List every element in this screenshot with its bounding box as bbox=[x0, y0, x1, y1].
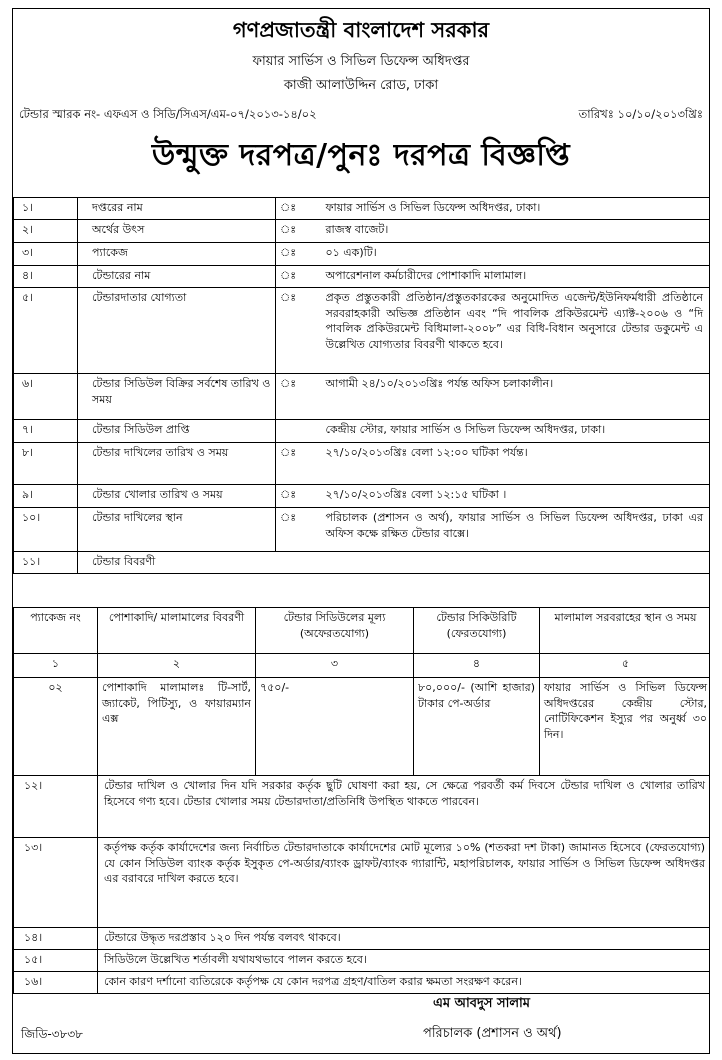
notice-title: উন্মুক্ত দরপত্র/পুনঃ দরপত্র বিজ্ঞপ্তি bbox=[151, 138, 571, 173]
index-cell: ৩ bbox=[256, 654, 414, 678]
conditions-table bbox=[13, 775, 710, 994]
schedule-price: ৭৫০/- bbox=[256, 678, 414, 776]
table-row bbox=[14, 678, 711, 776]
row-number: ৮। bbox=[14, 443, 78, 485]
condition-text: সিডিউলে উল্লেখিত শর্তাবলী যথাযথভাবে পালন করতে হবে। bbox=[98, 950, 711, 972]
index-cell: ১ bbox=[14, 654, 98, 678]
table-row bbox=[14, 950, 711, 972]
row-label: টেন্ডার সিডিউল প্রাপ্তি bbox=[78, 420, 276, 443]
gd-number: জিডি-৩৮৩৮ bbox=[21, 1027, 83, 1041]
package-number: ০২ bbox=[14, 678, 98, 776]
condition-text: কোন কারণ দর্শানো ব্যতিরেকে কর্তৃপক্ষ যে কোন দরপত্র গ্রহণ/বাতিল করার ক্ষমতা সংরক্ষণ করেন। bbox=[98, 972, 711, 994]
row-label: টেন্ডার খোলার তারিখ ও সময় bbox=[78, 485, 276, 508]
condition-text: টেন্ডার দাখিল ও খোলার দিন যদি সরকার কর্তৃক ছুটি ঘোষণা করা হয়, সে ক্ষেত্রে পরবর্তী কর্ম দিবসে টেন্ডার দাখিল ও খোলার তারিখ হিসেবে গণ্য হবে। টেন্ডার খোলার সময় টেন্ডারদাতা/প্রতিনিধি উপস্থিত থাকতে পারবেন। bbox=[98, 776, 711, 838]
signatory-designation: পরিচালক (প্রশাসন ও অর্থ) bbox=[423, 1026, 562, 1041]
department-address: কাজী আলাউদ্দিন রোড, ঢাকা bbox=[283, 78, 439, 93]
row-value: প্রকৃত প্রস্তুতকারী প্রতিষ্ঠান/প্রস্তুতকারকের অনুমোদিত এজেন্ট/ইউনিফর্মধারী প্রতিষ্ঠানে সরবরাহকারী অভিজ্ঞ প্রতিষ্ঠান এবং “দি পাবলিক প্রকিউরমেন্ট এ্যাক্ট-২০০৬ ও “দি পাবলিক প্রকিউরমেন্ট বিধিমালা-২০০৮” এর বিধি-বিধান অনুসারে টেন্ডার ডকুমেন্ট এ উল্লেখিত যোগ্যতার বিবরণী থাকতে হবে। bbox=[298, 288, 711, 374]
table-row bbox=[14, 485, 711, 508]
row-number: ৯। bbox=[14, 485, 78, 508]
header-schedule-price: টেন্ডার সিডিউলের মূল্য (অফেরতযোগ্য) bbox=[256, 608, 414, 654]
row-label: টেন্ডার বিবরণী bbox=[78, 552, 711, 574]
table-row bbox=[14, 508, 711, 552]
row-colon: ঃ bbox=[276, 288, 298, 374]
condition-number: ১৫। bbox=[14, 950, 98, 972]
header-delivery: মালামাল সরবরাহের স্থান ও সময় bbox=[540, 608, 711, 654]
condition-number: ১৩। bbox=[14, 838, 98, 928]
table-row bbox=[14, 776, 711, 838]
row-value: ২৭/১০/২০১৩খ্রিঃ বেলা ১২:০০ ঘটিকা পর্যন্ত। bbox=[298, 443, 711, 485]
condition-number: ১৬। bbox=[14, 972, 98, 994]
condition-text: টেন্ডারে উদ্ধৃত দরপ্রস্তাব ১২০ দিন পর্যন্ত বলবৎ থাকবে। bbox=[98, 928, 711, 950]
table-row bbox=[14, 972, 711, 994]
row-value: পরিচালক (প্রশাসন ও অর্থ), ফায়ার সার্ভিস ও সিভিল ডিফেন্স অধিদপ্তর, ঢাকা এর অফিস কক্ষে রক্ষিত টেন্ডার বাক্সে। bbox=[298, 508, 711, 552]
table-header-row bbox=[14, 608, 711, 654]
table-row bbox=[14, 443, 711, 485]
row-colon: ঃ bbox=[276, 266, 298, 288]
condition-number: ১২। bbox=[14, 776, 98, 838]
table-row bbox=[14, 552, 711, 574]
row-number: ২। bbox=[14, 220, 78, 243]
table-row bbox=[14, 928, 711, 950]
index-cell: ৪ bbox=[414, 654, 540, 678]
condition-number: ১৪। bbox=[14, 928, 98, 950]
row-number: ৪। bbox=[14, 266, 78, 288]
row-number: ৩। bbox=[14, 243, 78, 266]
package-description: পোশাকাদি মালামালঃ টি-সার্ট, জ্যাকেট, পিটিস্যু, ও ফায়ারম্যান এক্স bbox=[98, 678, 256, 776]
package-table bbox=[13, 607, 710, 776]
row-label: টেন্ডার সিডিউল বিক্রির সর্বশেষ তারিখ ও সময় bbox=[78, 374, 276, 420]
row-colon: ঃ bbox=[276, 374, 298, 420]
row-colon bbox=[276, 420, 298, 443]
row-label: টেন্ডারদাতার যোগ্যতা bbox=[78, 288, 276, 374]
table-row bbox=[14, 198, 711, 220]
row-colon: ঃ bbox=[276, 243, 298, 266]
row-label: দপ্তরের নাম bbox=[78, 198, 276, 220]
row-number: ১০। bbox=[14, 508, 78, 552]
tender-security: ৮০,০০০/- (আশি হাজার) টাকার পে-অর্ডার bbox=[414, 678, 540, 776]
memo-number: টেন্ডার স্মারক নং- এফএস ও সিডি/সিএস/এম-০৭/২০১৩-১৪/০২ bbox=[19, 107, 317, 121]
table-row bbox=[14, 243, 711, 266]
government-heading: গণপ্রজাতন্ত্রী বাংলাদেশ সরকার bbox=[232, 18, 490, 42]
row-label: টেন্ডার দাখিলের তারিখ ও সময় bbox=[78, 443, 276, 485]
table-row bbox=[14, 220, 711, 243]
table-row bbox=[14, 266, 711, 288]
row-label: অর্থের উৎস bbox=[78, 220, 276, 243]
row-value: ০১ এক)টি। bbox=[298, 243, 711, 266]
row-number: ৬। bbox=[14, 374, 78, 420]
table-row bbox=[14, 288, 711, 374]
row-label: টেন্ডার দাখিলের স্থান bbox=[78, 508, 276, 552]
tender-info-table bbox=[13, 197, 710, 574]
table-row bbox=[14, 374, 711, 420]
row-number: ১১। bbox=[14, 552, 78, 574]
row-value: রাজস্ব বাজেট। bbox=[298, 220, 711, 243]
index-cell: ৫ bbox=[540, 654, 711, 678]
row-colon: ঃ bbox=[276, 508, 298, 552]
header-security: টেন্ডার সিকিউরিটি (ফেরতযোগ্য) bbox=[414, 608, 540, 654]
signatory-name: এম আবদুস সালাম bbox=[433, 996, 531, 1011]
header-package-no: প্যাকেজ নং bbox=[14, 608, 98, 654]
header-description: পোশাকাদি/ মালামালের বিবরণী bbox=[98, 608, 256, 654]
row-value: ফায়ার সার্ভিস ও সিভিল ডিফেন্স অধিদপ্তর, ঢাকা। bbox=[298, 198, 711, 220]
row-label: প্যাকেজ bbox=[78, 243, 276, 266]
row-colon: ঃ bbox=[276, 443, 298, 485]
row-colon: ঃ bbox=[276, 485, 298, 508]
row-label: টেন্ডারের নাম bbox=[78, 266, 276, 288]
table-row bbox=[14, 420, 711, 443]
index-cell: ২ bbox=[98, 654, 256, 678]
row-value: কেন্দ্রীয় স্টোর, ফায়ার সার্ভিস ও সিভিল ডিফেন্স অধিদপ্তর, ঢাকা। bbox=[298, 420, 711, 443]
row-value: অপারেশনাল কর্মচারীদের পোশাকাদি মালামাল। bbox=[298, 266, 711, 288]
row-number: ৫। bbox=[14, 288, 78, 374]
row-number: ৭। bbox=[14, 420, 78, 443]
row-colon: ঃ bbox=[276, 198, 298, 220]
row-colon: ঃ bbox=[276, 220, 298, 243]
table-row bbox=[14, 838, 711, 928]
condition-text: কর্তৃপক্ষ কর্তৃক কার্যাদেশের জন্য নির্বাচিত টেন্ডারদাতাকে কার্যাদেশের মোট মূল্যের ১০% (শতকরা দশ টাকা) জামানত হিসেবে (ফেরতযোগ্য) যে কোন সিডিউল ব্যাংক কর্তৃক ইসুকৃত পে-অর্ডার/ব্যাংক ড্রাফট/ব্যাংক গ্যারান্টি, মহাপরিচালক, ফায়ার সার্ভিস ও সিভিল ডিফেন্স অধিদপ্তর এর বরাবরে দাখিল করতে হবে। bbox=[98, 838, 711, 928]
row-number: ১। bbox=[14, 198, 78, 220]
delivery-place-time: ফায়ার সার্ভিস ও সিভিল ডিফেন্স অধিদপ্তরের কেন্দ্রীয় স্টোর, নোটিফিকেশন ইস্যুর পর অনুর্ধ্ব ৩০ দিন। bbox=[540, 678, 711, 776]
tender-notice bbox=[12, 8, 710, 1054]
department-name: ফায়ার সার্ভিস ও সিভিল ডিফেন্স অধিদপ্তর bbox=[252, 54, 470, 69]
row-value: আগামী ২৪/১০/২০১৩খ্রিঃ পর্যন্ত অফিস চলাকালীন। bbox=[298, 374, 711, 420]
notice-date: তারিখঃ ১০/১০/২০১৩খ্রিঃ bbox=[578, 107, 703, 121]
row-value: ২৭/১০/২০১৩খ্রিঃ বেলা ১২:১৫ ঘটিকা । bbox=[298, 485, 711, 508]
table-index-row bbox=[14, 654, 711, 678]
